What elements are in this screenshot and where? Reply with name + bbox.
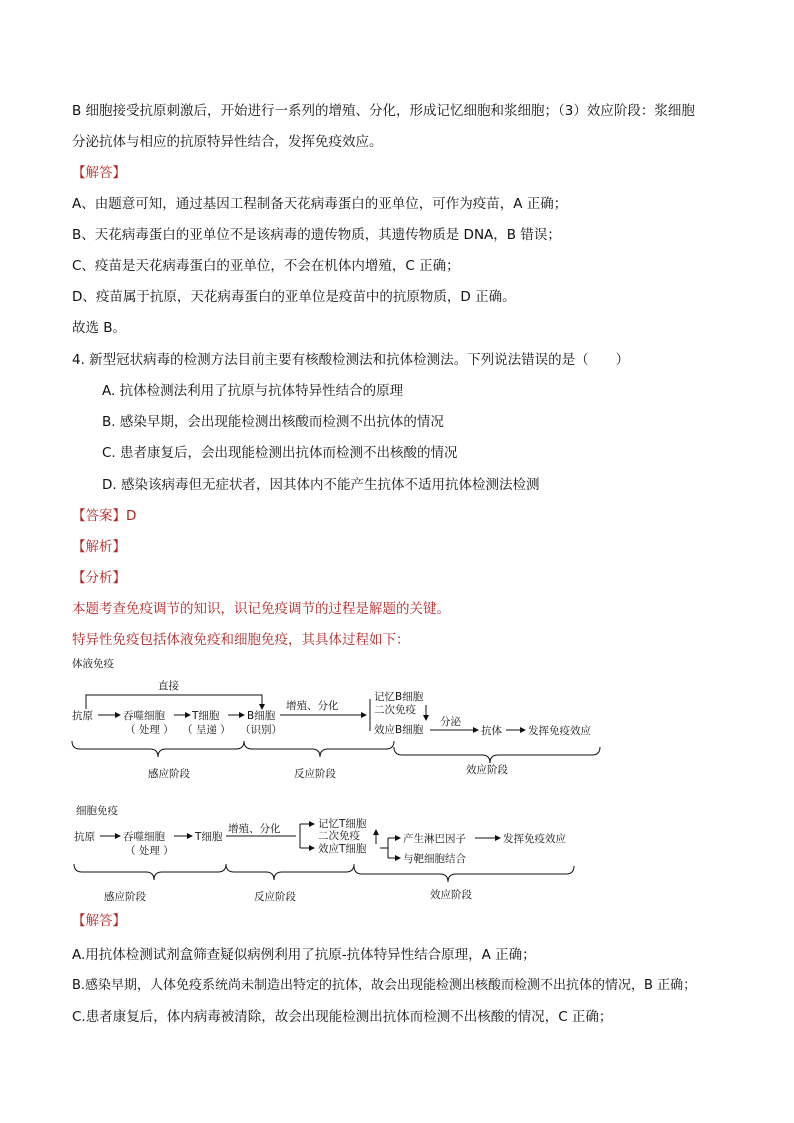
direct-arrow (86, 695, 262, 709)
option-c: C. 患者康复后，会出现能检测出抗体而检测不出核酸的情况 (102, 445, 458, 461)
label-second: 二次免疫 (318, 830, 360, 842)
text-line: B 细胞接受抗原刺激后，开始进行一系列的增殖、分化，形成记忆细胞和浆细胞；（3）效应阶段：浆细胞 (72, 103, 695, 119)
humoral-immunity-diagram (70, 655, 630, 785)
text-line: 故选 B。 (72, 320, 127, 336)
bracket-stage1 (72, 741, 244, 757)
node-antibody: 抗体 (481, 725, 502, 737)
answer-heading: 【答案】D (72, 508, 137, 524)
note-process: （ 处理 ） (125, 724, 174, 736)
option-a: A. 抗体检测法利用了抗原与抗体特异性结合的原理 (102, 383, 404, 399)
bracket-stage2 (244, 741, 394, 757)
text-line: 本题考查免疫调节的知识，识记免疫调节的过程是解题的关键。 (72, 601, 450, 617)
label-direct: 直接 (158, 680, 179, 692)
stage-label: 反应阶段 (254, 891, 296, 903)
node-memory: 记忆B细胞 (374, 691, 424, 703)
node-tcell: T细胞 (192, 710, 220, 722)
text-line: C.患者康复后，体内病毒被清除，故会出现能检测出抗体而检测不出核酸的情况，C 正确； (72, 1009, 613, 1025)
label-secrete: 分泌 (440, 716, 461, 728)
text-line: 特异性免疫包括体液免疫和细胞免疫，其具体过程如下： (72, 632, 410, 648)
note-process: （ 处理 ） (125, 845, 174, 857)
bracket-stage2 (226, 864, 354, 880)
stage-label: 感应阶段 (104, 891, 146, 903)
question-stem: 4. 新型冠状病毒的检测方法目前主要有核酸检测法和抗体检测法。下列说法错误的是（ ） (72, 352, 630, 368)
label-prolif: 增殖、分化 (228, 823, 281, 835)
node-antigen: 抗原 (74, 831, 95, 843)
note-recognize: （识别） (240, 724, 282, 736)
bracket-stage3 (354, 866, 574, 882)
text-line: 分泌抗体与相应的抗原特异性结合，发挥免疫效应。 (72, 134, 383, 150)
label-prolif: 增殖、分化 (286, 700, 339, 712)
bracket-stage1 (74, 864, 226, 880)
text-line: B.感染早期，人体免疫系统尚未制造出特定的抗体，故会出现能检测出核酸而检测不出抗体的情况，B 正确； (72, 978, 697, 993)
connector (380, 838, 388, 848)
cellular-immunity-diagram (70, 800, 630, 910)
label-second: 二次免疫 (374, 704, 416, 716)
text-line: A、由题意可知，通过基因工程制备天花病毒蛋白的亚单位，可作为疫苗，A 正确； (72, 196, 568, 212)
note-present: （ 呈递 ） (182, 724, 231, 736)
node-target: 与靶细胞结合 (403, 853, 466, 865)
diagram-title: 细胞免疫 (76, 805, 118, 817)
node-effector: 效应B细胞 (374, 724, 424, 736)
node-phagocyte: 吞噬细胞 (123, 710, 165, 722)
text-line: A.用抗体检测试剂盒筛查疑似病例利用了抗原-抗体特异性结合原理，A 正确； (72, 947, 536, 963)
node-phagocyte: 吞噬细胞 (123, 831, 165, 843)
text-line: D、疫苗属于抗原，天花病毒蛋白的亚单位是疫苗中的抗原物质，D 正确。 (72, 289, 516, 305)
node-lymphokine: 产生淋巴因子 (403, 833, 466, 845)
option-d: D. 感染该病毒但无症状者，因其体内不能产生抗体不适用抗体检测法检测 (102, 477, 540, 493)
stage-label: 反应阶段 (294, 768, 336, 780)
node-effect: 发挥免疫效应 (528, 725, 591, 737)
node-effector: 效应T细胞 (318, 843, 367, 855)
text-line: C、疫苗是天花病毒蛋白的亚单位，不会在机体内增殖，C 正确； (72, 258, 460, 274)
option-b: B. 感染早期，会出现能检测出核酸而检测不出抗体的情况 (102, 414, 444, 430)
bracket-stage3 (394, 747, 600, 763)
node-bcell: B细胞 (247, 710, 276, 722)
node-antigen: 抗原 (72, 710, 93, 722)
section-heading: 【解答】 (72, 165, 126, 181)
node-effect: 发挥免疫效应 (503, 833, 566, 845)
analysis-heading: 【解析】 (72, 539, 126, 555)
analysis-sub-heading: 【分析】 (72, 570, 126, 586)
text-line: B、天花病毒蛋白的亚单位不是该病毒的遗传物质，其遗传物质是 DNA，B 错误； (72, 227, 561, 243)
section-heading: 【解答】 (72, 913, 126, 929)
stage-label: 效应阶段 (466, 764, 508, 776)
stage-label: 效应阶段 (430, 889, 472, 901)
node-memory: 记忆T细胞 (318, 818, 367, 830)
node-tcell: T细胞 (195, 831, 223, 843)
diagram-title: 体液免疫 (72, 658, 114, 670)
stage-label: 感应阶段 (148, 768, 190, 780)
